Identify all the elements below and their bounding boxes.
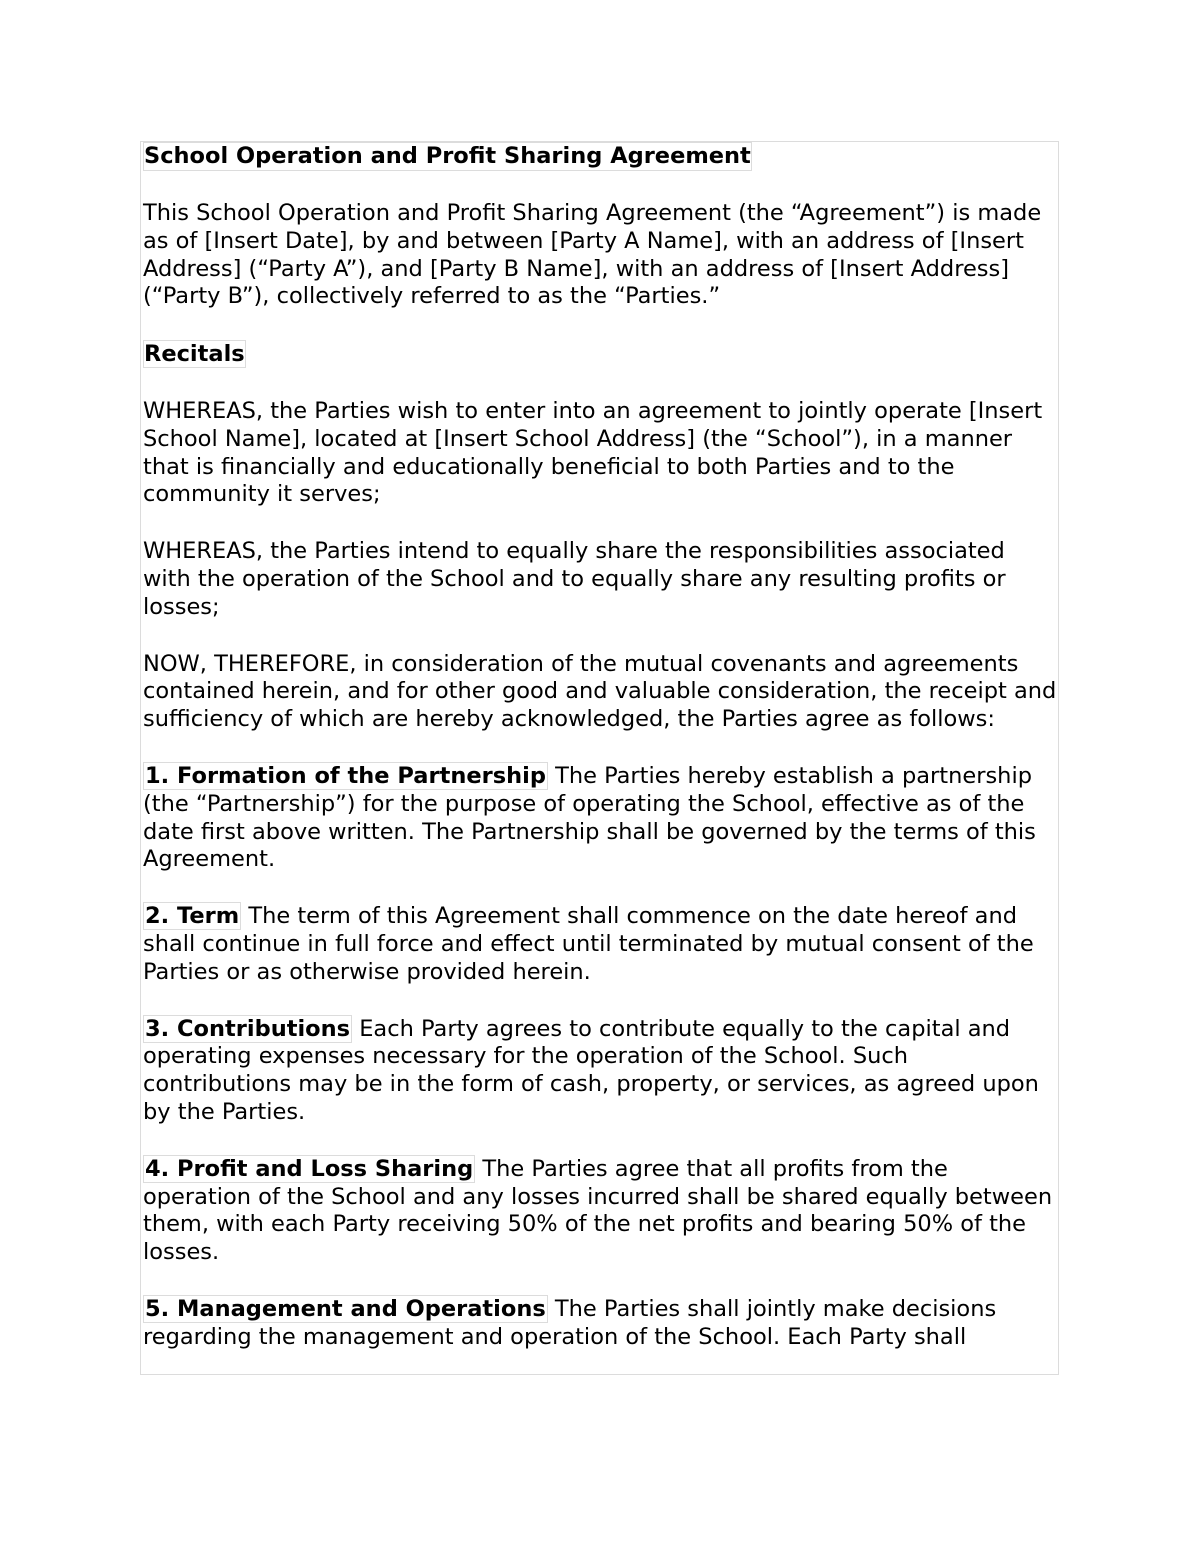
section-1-heading: 1. Formation of the Partnership bbox=[145, 762, 546, 789]
document-title: School Operation and Profit Sharing Agreement bbox=[144, 143, 751, 169]
section-4-text: The Parties agree that all profits from the operation of the School and any losses incurred shall be shared equally between them, with each Party receiving 50% of the net profits and bearing 50% of the losses. bbox=[143, 1155, 1053, 1266]
section-1-text: The Parties hereby establish a partnership (the “Partnership”) for the purpose of operating the School, effective as of the date first above written. The Partnership shall be governed by the terms of this Agreement. bbox=[143, 762, 1036, 873]
section-2-text: The term of this Agreement shall commence on the date hereof and shall continue in full force and effect until terminated by mutual consent of the Parties or as otherwise provided herein. bbox=[143, 903, 1034, 985]
section-2 bbox=[143, 903, 1058, 986]
section-3-heading: 3. Contributions bbox=[145, 1015, 351, 1042]
recital-paragraph-1: WHEREAS, the Parties wish to enter into an agreement to jointly operate [Insert School Name], located at [Insert School Address] (the “School”), in a manner that is financially and educationally beneficial to both Parties and to the community it serves; bbox=[143, 397, 1043, 508]
recital-paragraph-3: NOW, THEREFORE, in consideration of the mutual covenants and agreements contained herein, and for other good and valuable consideration, the receipt and sufficiency of which are hereby acknowledged, the Parties agree as follows: bbox=[143, 650, 1057, 733]
recital-paragraph-2: WHEREAS, the Parties intend to equally share the responsibilities associated with the operation of the School and to equally share any resulting profits or losses; bbox=[143, 538, 1006, 620]
section-1 bbox=[143, 763, 1058, 874]
document-page bbox=[140, 141, 1059, 1375]
section-3 bbox=[143, 1016, 1058, 1127]
intro-paragraph: This School Operation and Profit Sharing Agreement (the “Agreement”) is made as of [Insert Date], by and between [Party A Name], with an address of [Insert Address] (“Party A”), and [Party B Name], with an address of [Insert Address] (“Party B”), collectively referred to as the “Parties.” bbox=[143, 200, 1042, 310]
section-5-heading: 5. Management and Operations bbox=[145, 1295, 546, 1322]
section-5-text: The Parties shall jointly make decisions regarding the management and operation of the School. Each Party shall bbox=[143, 1295, 997, 1350]
document-body bbox=[143, 142, 1058, 1352]
section-4-heading: 4. Profit and Loss Sharing bbox=[145, 1155, 474, 1182]
section-3-text: Each Party agrees to contribute equally to the capital and operating expenses necessary for the operation of the School. Such contributions may be in the form of cash, property, or services, as agreed upon by the Parties. bbox=[143, 1015, 1039, 1125]
section-4 bbox=[143, 1156, 1058, 1267]
section-5 bbox=[143, 1296, 1058, 1352]
recitals-heading: Recitals bbox=[144, 341, 245, 368]
section-2-heading: 2. Term bbox=[145, 903, 240, 930]
